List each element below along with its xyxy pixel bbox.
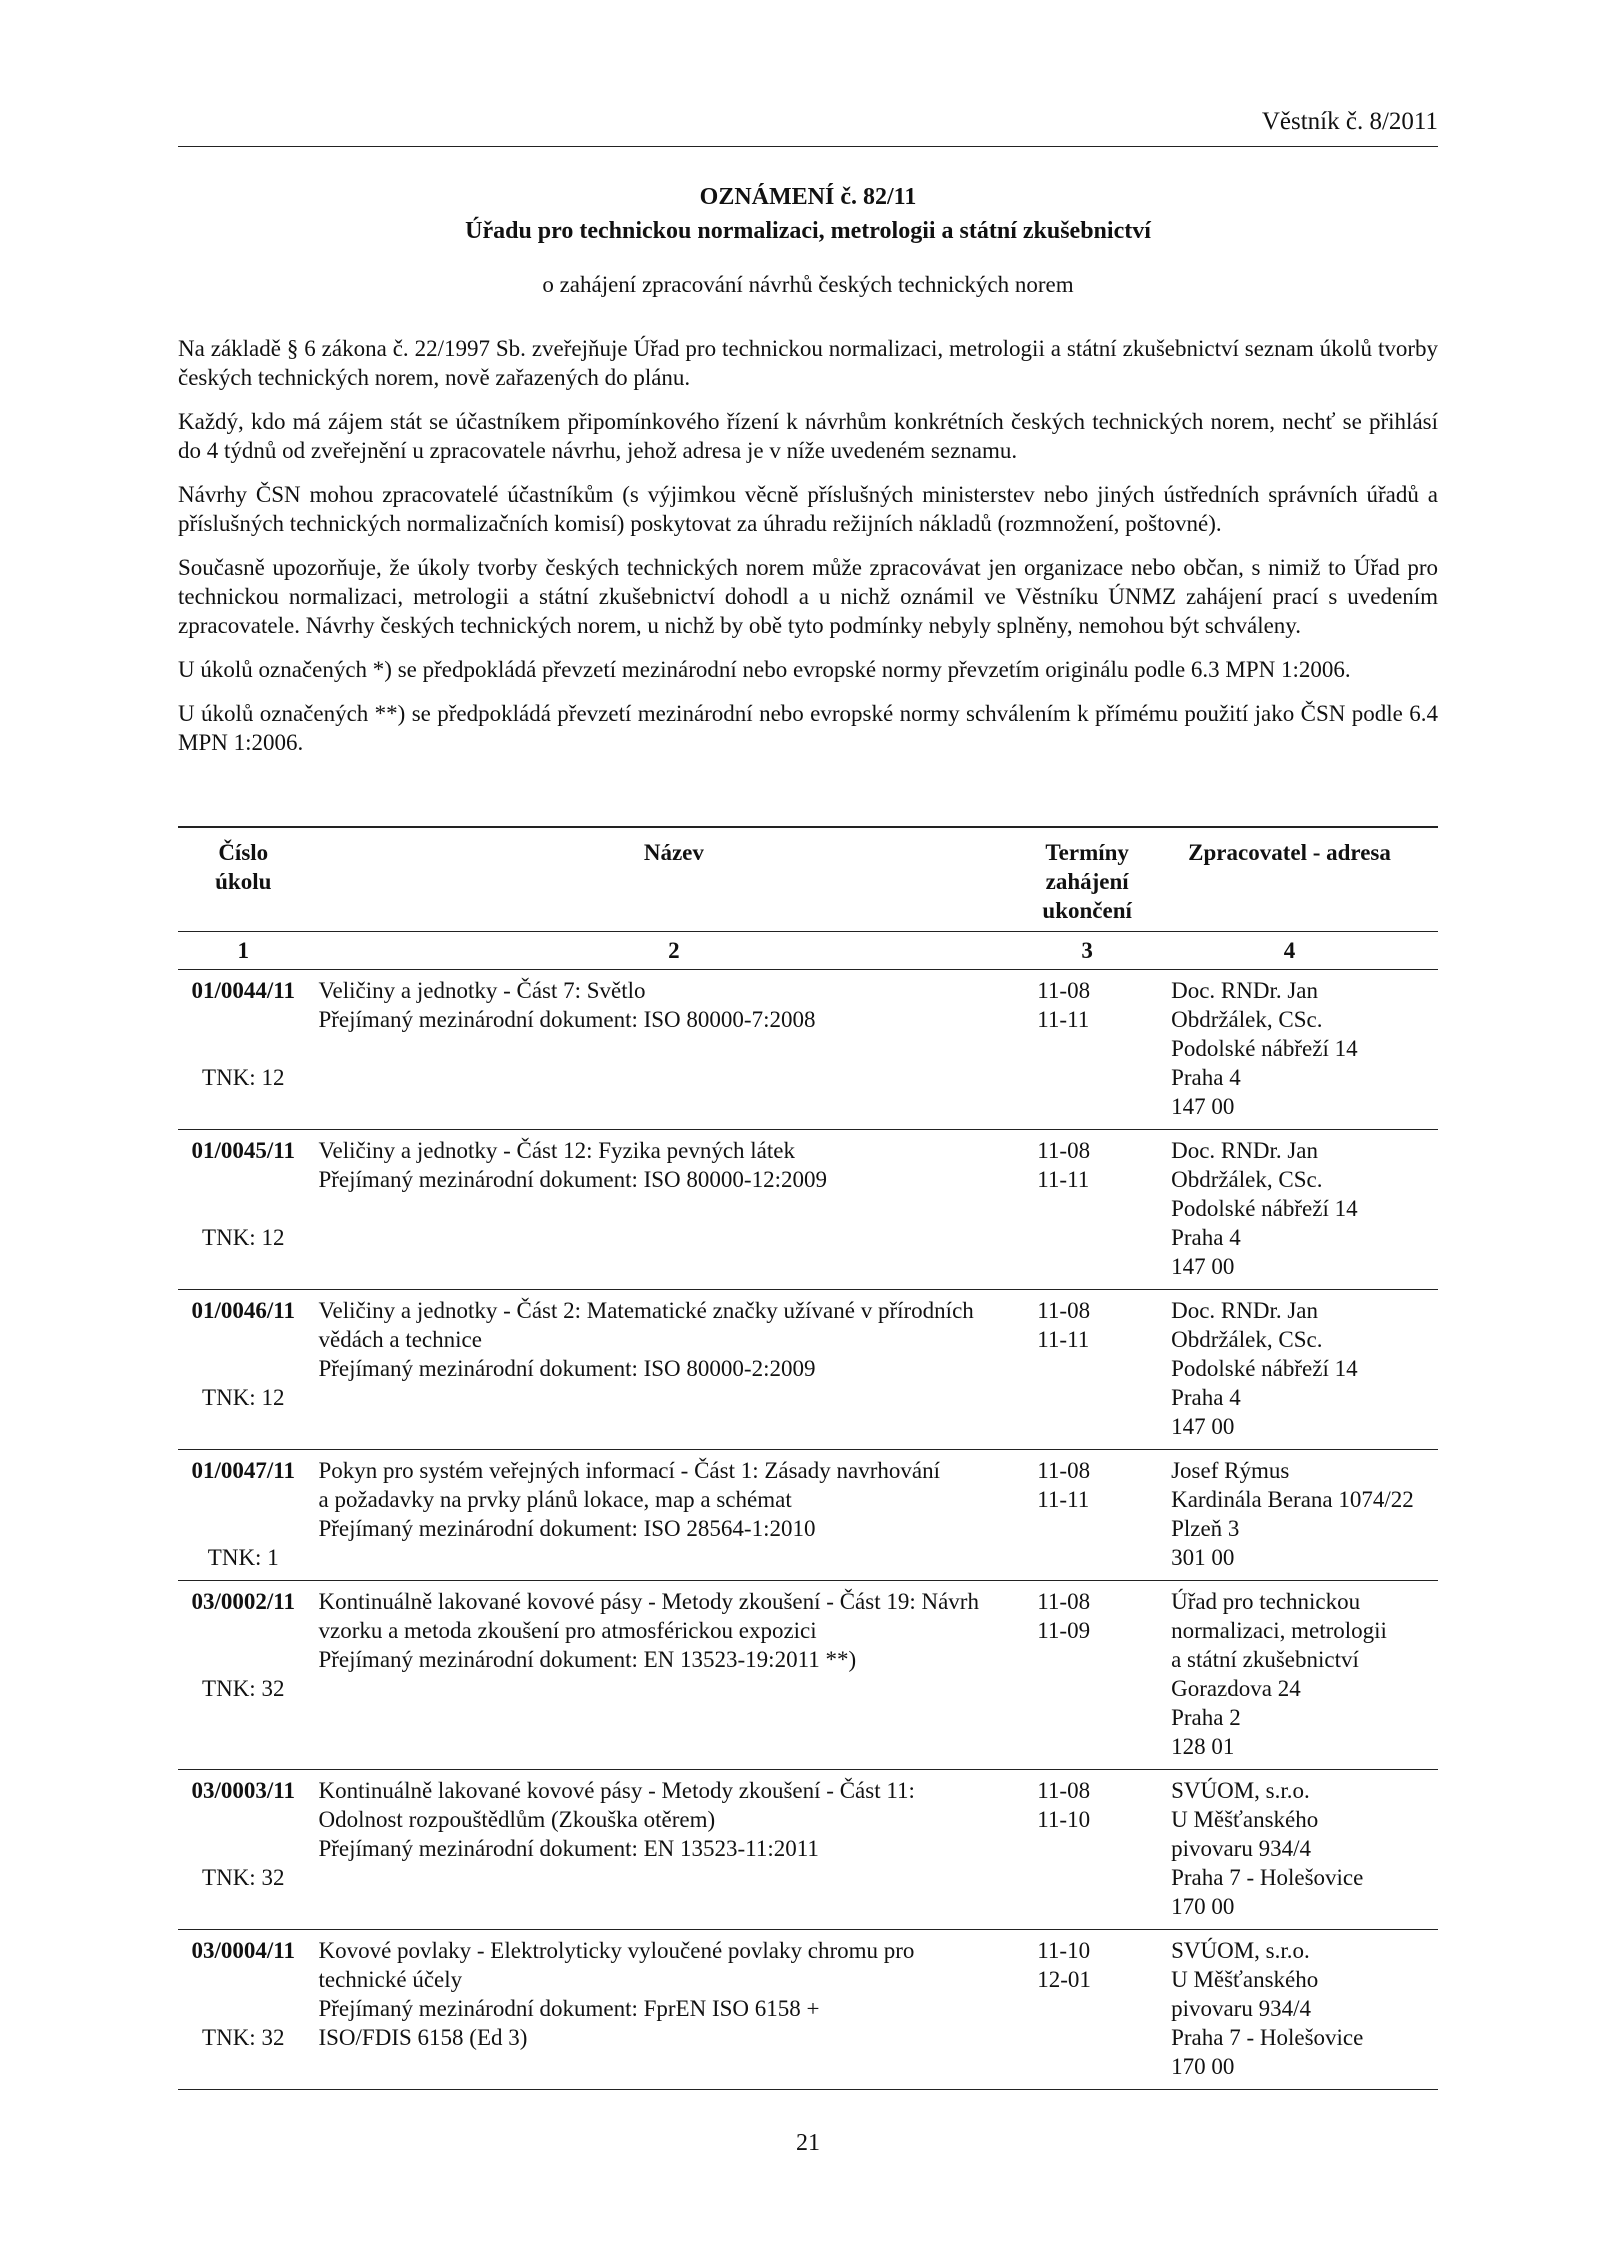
processor-address-line: 147 00 (1171, 1414, 1235, 1439)
task-name-cell (308, 1770, 1033, 1930)
task-tnk: TNK: 32 (202, 2025, 285, 2050)
task-term-end: 12-01 (1037, 1967, 1091, 1992)
task-processor-cell (1141, 1930, 1438, 2090)
task-term-start: 11-08 (1037, 1138, 1091, 1163)
processor-address-line: Praha 7 - Holešovice (1171, 1865, 1364, 1890)
task-name-line: Kontinuálně lakované kovové pásy - Metody zkoušení - Část 19: Návrh (318, 1589, 979, 1614)
task-id: 01/0046/11 (191, 1298, 295, 1323)
table-row (178, 1930, 1438, 2090)
column-number: 1 (178, 932, 308, 970)
task-name-cell (308, 1450, 1033, 1581)
table-row (178, 1581, 1438, 1770)
task-name-line: vzorku a metoda zkoušení pro atmosférickou expozici (318, 1618, 817, 1643)
task-tnk: TNK: 12 (202, 1065, 285, 1090)
task-term-start: 11-10 (1037, 1938, 1091, 1963)
processor-address-line: U Měšťanského (1171, 1807, 1319, 1832)
processor-address-line: Praha 4 (1171, 1065, 1241, 1090)
table-row (178, 1130, 1438, 1290)
task-name-line: Kovové povlaky - Elektrolyticky vyloučené povlaky chromu pro (318, 1938, 915, 1963)
processor-address-line: 170 00 (1171, 1894, 1235, 1919)
task-processor-cell (1141, 1450, 1438, 1581)
task-name-cell (308, 1930, 1033, 2090)
task-name-line: Přejímaný mezinárodní dokument: ISO 80000-12:2009 (318, 1167, 827, 1192)
processor-address-line: 301 00 (1171, 1545, 1235, 1570)
processor-address-line: U Měšťanského (1171, 1967, 1319, 1992)
processor-address-line: Praha 4 (1171, 1225, 1241, 1250)
processor-address-line: Doc. RNDr. Jan (1171, 1298, 1319, 1323)
paragraph: Návrhy ČSN mohou zpracovatelé účastníkům (s výjimkou věcně příslušných ministerstev nebo jiných ústředních správních úřadů a příslušných technických normalizačních komisí) poskytovat za úhradu režijních nákladů (rozmnožení, poštovné). (178, 482, 1438, 536)
processor-address-line: 147 00 (1171, 1254, 1235, 1279)
task-number-cell (178, 1930, 308, 2090)
task-number-cell (178, 970, 308, 1130)
processor-address-line: Podolské nábřeží 14 (1171, 1196, 1358, 1221)
task-term-end: 11-11 (1037, 1007, 1090, 1032)
task-terms-cell (1033, 1930, 1141, 2090)
processor-address-line: Obdržálek, CSc. (1171, 1327, 1323, 1352)
task-term-start: 11-08 (1037, 978, 1091, 1003)
processor-address-line: Obdržálek, CSc. (1171, 1167, 1323, 1192)
task-term-end: 11-11 (1037, 1327, 1090, 1352)
task-number-cell (178, 1770, 308, 1930)
task-name-line: Pokyn pro systém veřejných informací - Část 1: Zásady navrhování (318, 1458, 940, 1483)
task-terms-cell (1033, 1450, 1141, 1581)
task-terms-cell (1033, 970, 1141, 1130)
task-tnk: TNK: 32 (202, 1676, 285, 1701)
task-id: 03/0004/11 (191, 1938, 295, 1963)
header-rule (178, 146, 1438, 147)
processor-address-line: SVÚOM, s.r.o. (1171, 1778, 1310, 1803)
task-terms-cell (1033, 1290, 1141, 1450)
task-name-cell (308, 1130, 1033, 1290)
processor-address-line: 128 01 (1171, 1734, 1235, 1759)
task-tnk: TNK: 12 (202, 1385, 285, 1410)
paragraph: Na základě § 6 zákona č. 22/1997 Sb. zveřejňuje Úřad pro technickou normalizaci, metrologii a státní zkušebnictví seznam úkolů tvorby českých technických norem, nově zařazených do plánu. (178, 336, 1438, 390)
task-processor-cell (1141, 1770, 1438, 1930)
task-tnk: TNK: 32 (202, 1865, 285, 1890)
task-term-start: 11-08 (1037, 1589, 1091, 1614)
intro-text (178, 334, 1438, 772)
task-tnk: TNK: 1 (207, 1545, 279, 1570)
table-row (178, 1290, 1438, 1450)
tasks-table (178, 826, 1438, 2090)
task-term-start: 11-08 (1037, 1778, 1091, 1803)
task-name-line: technické účely (318, 1967, 463, 1992)
task-name-line: Kontinuálně lakované kovové pásy - Metody zkoušení - Část 11: (318, 1778, 915, 1803)
task-number-cell (178, 1450, 308, 1581)
column-number: 4 (1141, 932, 1438, 970)
task-processor-cell (1141, 970, 1438, 1130)
header-name: Název (308, 827, 1033, 932)
task-name-cell (308, 970, 1033, 1130)
task-id: 01/0045/11 (191, 1138, 295, 1163)
processor-address-line: Kardinála Berana 1074/22 (1171, 1487, 1414, 1512)
column-number-row (178, 932, 1438, 970)
task-name-cell (308, 1290, 1033, 1450)
column-number: 3 (1033, 932, 1141, 970)
task-processor-cell (1141, 1290, 1438, 1450)
task-name-line: vědách a technice (318, 1327, 482, 1352)
task-name-line: Přejímaný mezinárodní dokument: EN 13523-11:2011 (318, 1836, 819, 1861)
task-terms-cell (1033, 1581, 1141, 1770)
processor-address-line: Podolské nábřeží 14 (1171, 1036, 1358, 1061)
paragraph: Každý, kdo má zájem stát se účastníkem připomínkového řízení k návrhům konkrétních českých technických norem, nechť se přihlásí do 4 týdnů od zveřejnění u zpracovatele návrhu, jehož adresa je v níže uvedeném seznamu. (178, 409, 1438, 463)
notice-title: OZNÁMENÍ č. 82/11 (699, 184, 917, 210)
task-name-line: Přejímaný mezinárodní dokument: ISO 80000-2:2009 (318, 1356, 816, 1381)
table-row (178, 970, 1438, 1130)
task-number-cell (178, 1130, 308, 1290)
task-name-line: Přejímaný mezinárodní dokument: ISO 80000-7:2008 (318, 1007, 816, 1032)
table-row (178, 1450, 1438, 1581)
processor-address-line: Plzeň 3 (1171, 1516, 1240, 1541)
task-terms-cell (1033, 1770, 1141, 1930)
task-term-end: 11-09 (1037, 1618, 1091, 1643)
task-name-cell (308, 1581, 1033, 1770)
paragraph: Současně upozorňuje, že úkoly tvorby českých technických norem může zpracovávat jen organizace nebo občan, s nimiž to Úřad pro technickou normalizaci, metrologii a státní zkušebnictví dohodl a u nichž oznámil ve Věstníku ÚNMZ zahájení prací s uvedením zpracovatele. Návrhy českých technických norem, u nichž by obě tyto podmínky nebyly splněny, nemohou být schváleny. (178, 555, 1438, 638)
task-rows (178, 970, 1438, 2090)
page-number: 21 (796, 2130, 820, 2156)
task-term-start: 11-08 (1037, 1458, 1091, 1483)
task-term-end: 11-11 (1037, 1487, 1090, 1512)
task-number-cell (178, 1290, 308, 1450)
task-name-line: Veličiny a jednotky - Část 7: Světlo (318, 978, 646, 1003)
table-header-row (178, 827, 1438, 932)
task-processor-cell (1141, 1581, 1438, 1770)
paragraph: U úkolů označených *) se předpokládá převzetí mezinárodní nebo evropské normy převzetím originálu podle 6.3 MPN 1:2006. (178, 657, 1351, 682)
processor-address-line: Doc. RNDr. Jan (1171, 1138, 1319, 1163)
header-number: Číslo úkolu (178, 827, 308, 932)
processor-address-line: Obdržálek, CSc. (1171, 1007, 1323, 1032)
task-name-line: Přejímaný mezinárodní dokument: FprEN ISO 6158 + (318, 1996, 820, 2021)
task-number-cell (178, 1581, 308, 1770)
processor-address-line: normalizaci, metrologii (1171, 1618, 1387, 1643)
running-header: Věstník č. 8/2011 (1261, 108, 1438, 135)
processor-address-line: pivovaru 934/4 (1171, 1836, 1311, 1861)
processor-address-line: a státní zkušebnictví (1171, 1647, 1359, 1672)
processor-address-line: Podolské nábřeží 14 (1171, 1356, 1358, 1381)
task-name-line: Veličiny a jednotky - Část 12: Fyzika pevných látek (318, 1138, 795, 1163)
column-number: 2 (308, 932, 1033, 970)
processor-address-line: Praha 2 (1171, 1705, 1241, 1730)
processor-address-line: pivovaru 934/4 (1171, 1996, 1311, 2021)
task-terms-cell (1033, 1130, 1141, 1290)
task-name-line: Přejímaný mezinárodní dokument: EN 13523-19:2011 **) (318, 1647, 857, 1672)
task-name-line: ISO/FDIS 6158 (Ed 3) (318, 2025, 528, 2050)
task-term-start: 11-08 (1037, 1298, 1091, 1323)
task-name-line: Odolnost rozpouštědlům (Zkouška otěrem) (318, 1807, 716, 1832)
processor-address-line: Praha 4 (1171, 1385, 1241, 1410)
task-term-end: 11-10 (1037, 1807, 1091, 1832)
processor-address-line: Praha 7 - Holešovice (1171, 2025, 1364, 2050)
processor-address-line: SVÚOM, s.r.o. (1171, 1938, 1310, 1963)
notice-subject: o zahájení zpracování návrhů českých technických norem (542, 272, 1074, 297)
processor-address-line: Josef Rýmus (1171, 1458, 1290, 1483)
task-name-line: Veličiny a jednotky - Část 2: Matematické značky užívané v přírodních (318, 1298, 974, 1323)
processor-address-line: Úřad pro technickou (1171, 1589, 1361, 1614)
header-processor: Zpracovatel - adresa (1141, 827, 1438, 932)
task-term-end: 11-11 (1037, 1167, 1090, 1192)
table-row (178, 1770, 1438, 1930)
task-id: 03/0002/11 (191, 1589, 295, 1614)
title-block (178, 180, 1438, 298)
processor-address-line: 170 00 (1171, 2054, 1235, 2079)
task-processor-cell (1141, 1130, 1438, 1290)
processor-address-line: 147 00 (1171, 1094, 1235, 1119)
notice-office: Úřadu pro technickou normalizaci, metrologii a státní zkušebnictví (465, 218, 1151, 244)
task-name-line: a požadavky na prvky plánů lokace, map a schémat (318, 1487, 792, 1512)
processor-address-line: Gorazdova 24 (1171, 1676, 1301, 1701)
processor-address-line: Doc. RNDr. Jan (1171, 978, 1319, 1003)
task-tnk: TNK: 12 (202, 1225, 285, 1250)
task-id: 03/0003/11 (191, 1778, 295, 1803)
task-id: 01/0044/11 (191, 978, 295, 1003)
task-name-line: Přejímaný mezinárodní dokument: ISO 28564-1:2010 (318, 1516, 816, 1541)
header-terms: Termíny zahájení ukončení (1033, 827, 1141, 932)
paragraph: U úkolů označených **) se předpokládá převzetí mezinárodní nebo evropské normy schválením k přímému použití jako ČSN podle 6.4 MPN 1:2006. (178, 701, 1438, 755)
task-id: 01/0047/11 (191, 1458, 295, 1483)
